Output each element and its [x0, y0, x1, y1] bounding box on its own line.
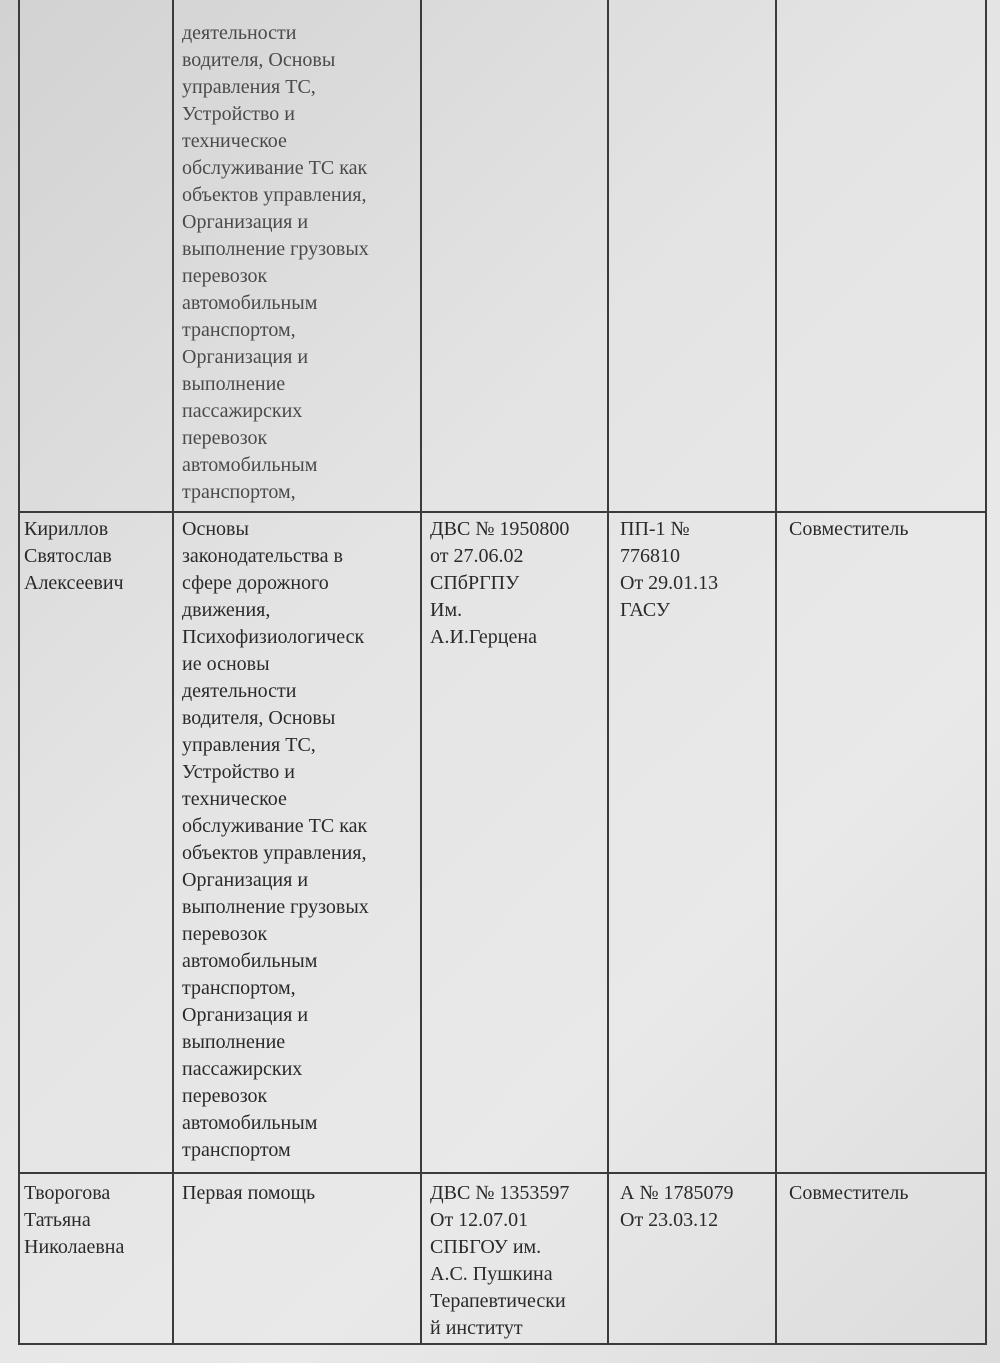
row-divider: [18, 1343, 987, 1345]
table-cell-certificate: ПП-1 № 776810 От 29.01.13 ГАСУ: [620, 518, 719, 621]
table-cell-name: Творогова Татьяна Николаевна: [24, 1182, 125, 1258]
column-divider: [985, 0, 987, 1345]
table-cell-status: Совместитель: [789, 1182, 909, 1204]
table-cell-subjects: Первая помощь: [182, 1182, 316, 1204]
table-cell-name: Кириллов Святослав Алексеевич: [24, 518, 124, 594]
row-divider: [18, 1172, 987, 1174]
table-cell-subjects: Основы законодательства в сфере дорожного движения, Психофизиологическ ие основы деятельности водителя, Основы управления ТС, Устройство и техническое обслуживание ТС как объектов управления, Организация и выполнение грузовых перевозок автомобильным транспортом, Организация и выполнение пассажирских перевозок автомобильным транспортом: [182, 518, 369, 1161]
table-cell-subjects: деятельности водителя, Основы управления ТС, Устройство и техническое обслуживание ТС как объектов управления, Организация и выполнение грузовых перевозок автомобильным транспортом, Организация и выполнение пассажирских перевозок автомобильным транспортом,: [182, 22, 369, 503]
table-cell-diploma: ДВС № 1353597 От 12.07.01 СПБГОУ им. А.С. Пушкина Терапевтически й институт: [430, 1182, 570, 1339]
column-divider: [775, 0, 777, 1345]
row-divider: [18, 511, 987, 513]
column-divider: [607, 0, 609, 1345]
column-divider: [18, 0, 20, 1345]
table-cell-certificate: А № 1785079 От 23.03.12: [620, 1182, 734, 1231]
table-cell-status: Совместитель: [789, 518, 909, 540]
column-divider: [420, 0, 422, 1345]
column-divider: [172, 0, 174, 1345]
table-cell-diploma: ДВС № 1950800 от 27.06.02 СПбРГПУ Им. А.И.Герцена: [430, 518, 570, 648]
